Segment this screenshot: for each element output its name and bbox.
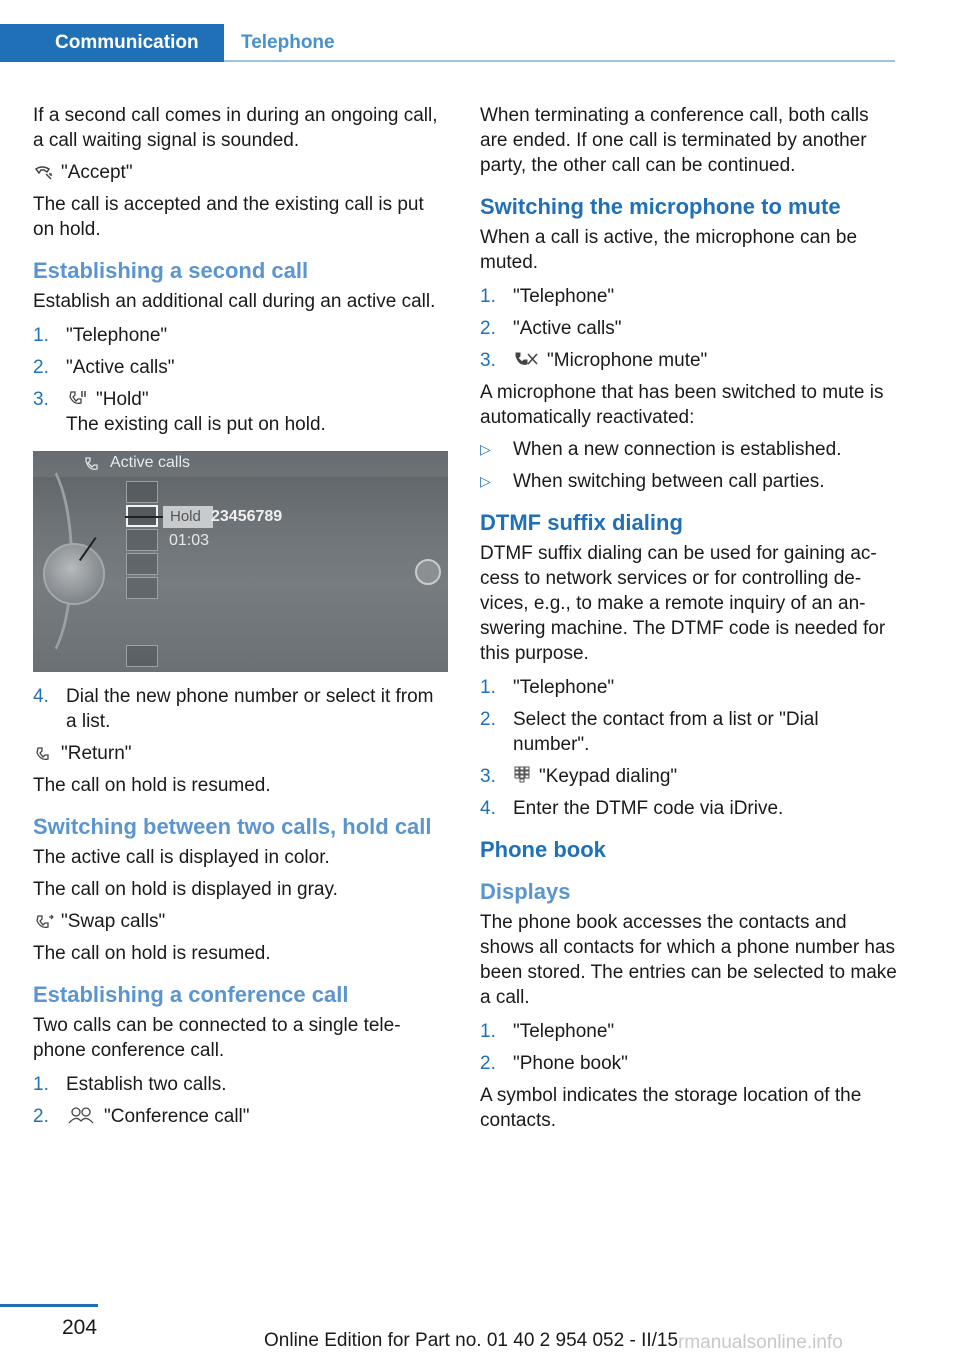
microphone-mute-icon [513, 350, 539, 368]
right-column [480, 103, 900, 1140]
menu-strip [126, 477, 158, 672]
menu-cell-mute[interactable] [126, 529, 158, 551]
return-label: "Return" [61, 743, 132, 764]
watermark: rmanualsonline.info [678, 1332, 843, 1353]
hold-result-text: The existing call is put on hold. [66, 414, 326, 435]
menu-cell-end[interactable] [126, 645, 158, 667]
menu-cell-keypad[interactable] [126, 553, 158, 575]
second-call-intro: Establish an additional call during an active call. [33, 291, 436, 312]
menu-cell-conference[interactable] [126, 577, 158, 599]
active-calls-screenshot [33, 451, 448, 672]
hold-label: Hold [163, 506, 213, 528]
heading-phone-book: Phone book [480, 837, 606, 862]
list-item: ▷ When switching between call parties. [480, 471, 825, 492]
accept-label: "Accept" [61, 162, 133, 183]
active-call-color-text: The active call is displayed in color. [33, 847, 330, 868]
heading-dtmf: DTMF suffix dialing [480, 510, 683, 535]
conference-icon [66, 1106, 96, 1124]
tab-telephone[interactable]: Telephone [241, 32, 335, 53]
screen-title: Active calls [110, 454, 191, 471]
phone-book-steps [480, 1019, 900, 1076]
controller-knob [43, 543, 105, 605]
list-item: 1. "Telephone" [480, 1021, 615, 1042]
conference-intro: Two calls can be connected to a single tele‐phone conference call. [33, 1015, 401, 1061]
page-number: 204 [62, 1316, 98, 1339]
left-column [33, 103, 448, 1136]
storage-symbol-text: A symbol indicates the storage location of the contacts. [480, 1085, 862, 1131]
tab-communication[interactable]: Communication [0, 24, 224, 62]
terminate-conference-text: When terminating a conference call, both calls are ended. If one call is terminated by another party, the other call can be continued. [480, 105, 869, 176]
list-item: 2. Select the contact from a list or "Dial number". [480, 709, 819, 755]
reactivate-bullets [480, 437, 900, 494]
mute-reactivated-text: A microphone that has been switched to mute is automatically reactivated: [480, 382, 884, 428]
return-line [33, 741, 448, 766]
list-item: 3. "Keypad dialing" [480, 766, 678, 787]
heading-switch-calls: Switching between two calls, hold call [33, 814, 432, 839]
list-item: ▷ When a new connection is established. [480, 439, 842, 460]
list-item: 3. "Microphone mute" [480, 350, 708, 371]
menu-cell-call[interactable] [126, 481, 158, 503]
callout-line [125, 516, 163, 518]
phone-accept-icon [33, 164, 55, 182]
list-item: 1. "Telephone" [480, 677, 615, 698]
caller-number: 23456789 [211, 508, 283, 525]
phone-icon [83, 455, 103, 473]
options-button [415, 559, 441, 585]
call-waiting-text: If a second call comes in during an ongoing call, a call waiting signal is sounded. [33, 105, 438, 151]
hold-call-gray-text: The call on hold is displayed in gray. [33, 879, 338, 900]
list-item: 4. Enter the DTMF code via iDrive. [480, 798, 784, 819]
conference-steps [33, 1072, 448, 1129]
second-call-steps [33, 323, 448, 437]
accept-line [33, 160, 448, 185]
phone-swap-icon [33, 913, 55, 931]
heading-displays: Displays [480, 879, 571, 904]
list-item: 3. "Hold" The existing call is put on hold. [33, 389, 326, 435]
phone-return-icon [33, 745, 55, 763]
list-item: 2. "Phone book" [480, 1053, 628, 1074]
list-item: 2. "Conference call" [33, 1106, 250, 1127]
phone-hold-icon [66, 389, 88, 407]
phone-book-intro: The phone book accesses the contacts and shows all contacts for which a phone number has been stored. The entries can be selected to make a call. [480, 912, 897, 1008]
list-item: 4. Dial the new phone number or select it from a list. [33, 686, 434, 732]
edition-text: Online Edition for Part no. 01 40 2 954 052 - II/15 [264, 1330, 679, 1351]
list-item: 1. Establish two calls. [33, 1074, 227, 1095]
return-result-text: The call on hold is resumed. [33, 775, 271, 796]
mute-intro: When a call is active, the microphone can be muted. [480, 227, 858, 273]
dtmf-intro: DTMF suffix dialing can be used for gaining ac‐cess to network services or for controlling de‐vices, e.g., to make a remote inquiry of an an‐swering machine. The DTMF code is needed for this purpose. [480, 543, 886, 664]
list-item: 1. "Telephone" [480, 286, 615, 307]
heading-mute: Switching the microphone to mute [480, 194, 841, 219]
swap-result-text: The call on hold is resumed. [33, 943, 271, 964]
list-item: 2. "Active calls" [480, 318, 622, 339]
list-item: 2. "Active calls" [33, 357, 175, 378]
dtmf-steps [480, 675, 900, 821]
call-duration: 01:03 [169, 532, 210, 549]
accept-result-text: The call is accepted and the existing call is put on hold. [33, 194, 424, 240]
list-item: 1. "Telephone" [33, 325, 168, 346]
section-header [0, 24, 895, 62]
keypad-icon [513, 766, 531, 784]
swap-label: "Swap calls" [61, 911, 166, 932]
swap-line [33, 909, 448, 934]
heading-conference: Establishing a conference call [33, 982, 349, 1007]
mute-steps [480, 284, 900, 373]
heading-second-call: Establishing a second call [33, 258, 309, 283]
footer-rule [0, 1304, 98, 1307]
